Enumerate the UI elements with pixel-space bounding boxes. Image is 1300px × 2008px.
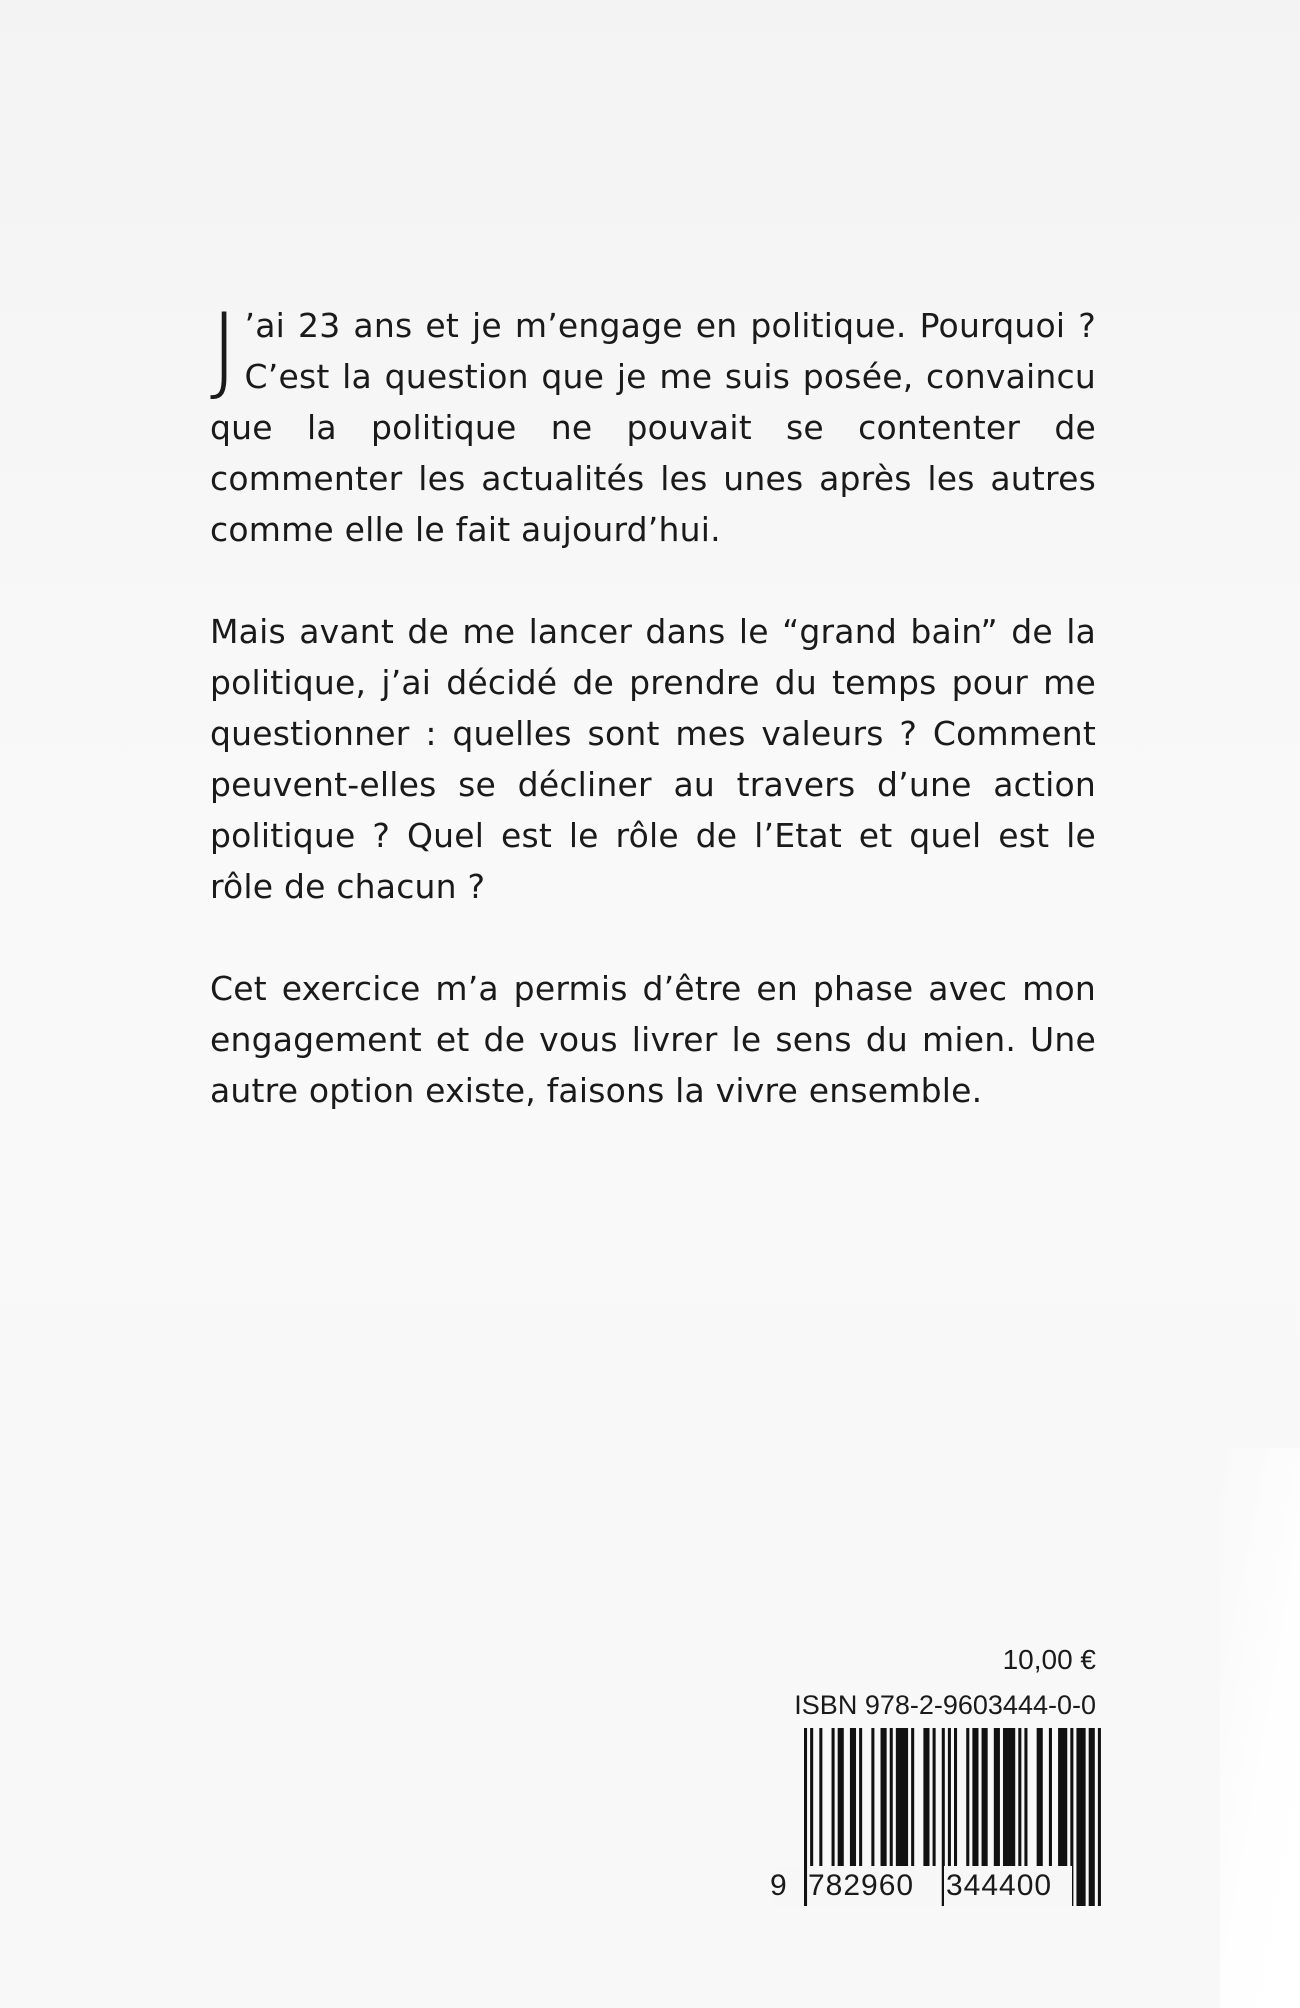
price-label: 10,00 € bbox=[1002, 1644, 1096, 1675]
isbn-label: ISBN 978-2-9603444-0-0 bbox=[794, 1690, 1096, 1720]
page-corner-highlight bbox=[1220, 1448, 1300, 2008]
barcode-first-digit: 9 bbox=[770, 1869, 787, 1902]
blurb-paragraph-1 bbox=[210, 293, 1096, 555]
drop-cap: J bbox=[210, 293, 239, 405]
barcode-right-group: 344400 bbox=[946, 1869, 1053, 1902]
blurb-paragraph-1-text: ’ai 23 ans et je m’engage en politique. Pourquoi ? C’est la question que je me suis posée, convaincu que la politique ne pouvait se contenter de commenter les actualités les unes après les autres comme elle le fait aujourd’hui. bbox=[210, 306, 1096, 549]
blurb-text-block bbox=[210, 293, 1096, 1167]
blurb-paragraph-2: Mais avant de me lancer dans le “grand bain” de la politique, j’ai décidé de prendre du temps pour me questionner : quelles sont mes valeurs ? Comment peuvent-elles se décliner au travers d’une action politique ? Quel est le rôle de l’Etat et quel est le rôle de chacun ? bbox=[210, 612, 1096, 906]
barcode-left-group: 782960 bbox=[808, 1869, 915, 1902]
barcode-digits bbox=[770, 1866, 1100, 1906]
blurb-paragraph-3: Cet exercice m’a permis d’être en phase avec mon engagement et de vous livrer le sens du mien. Une autre option existe, faisons la vivre ensemble. bbox=[210, 969, 1096, 1110]
